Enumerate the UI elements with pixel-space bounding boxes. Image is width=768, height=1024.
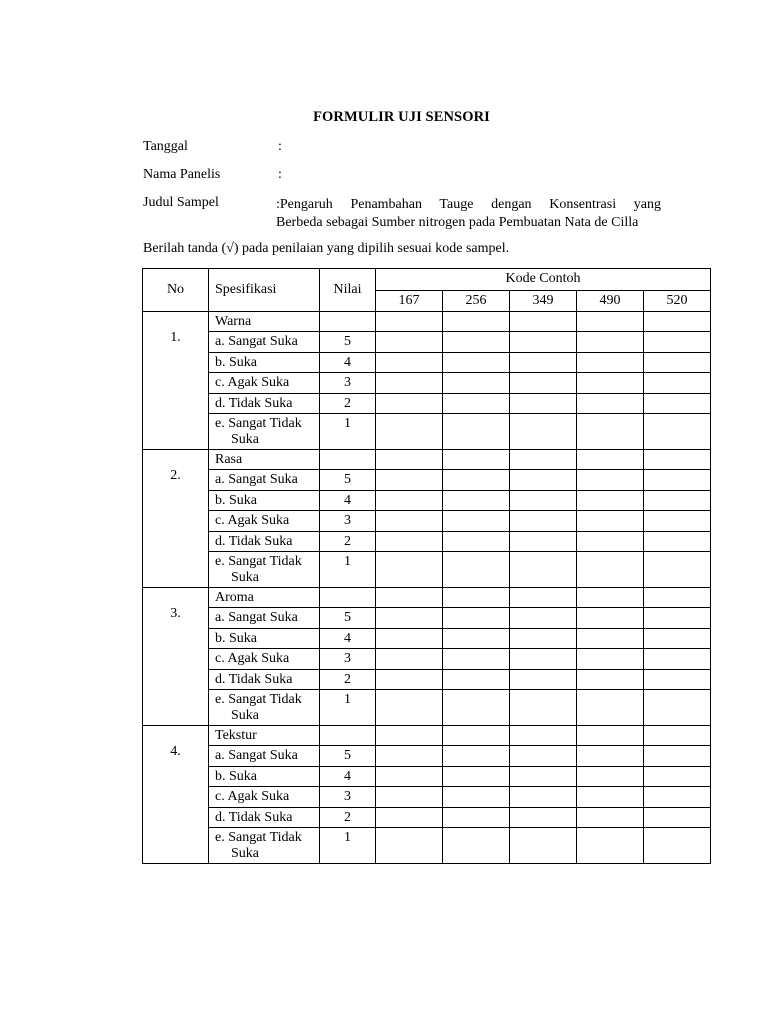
check-cell[interactable] [376, 373, 443, 394]
check-cell[interactable] [510, 373, 577, 394]
option-score: 1 [320, 552, 376, 588]
check-cell[interactable] [510, 670, 577, 690]
check-cell[interactable] [443, 608, 510, 629]
option-score: 2 [320, 532, 376, 552]
group-name: Tekstur [209, 726, 320, 746]
check-cell[interactable] [644, 690, 711, 726]
check-cell[interactable] [443, 470, 510, 491]
check-cell[interactable] [577, 394, 644, 414]
check-cell[interactable] [376, 552, 443, 588]
option-score: 1 [320, 828, 376, 864]
check-cell[interactable] [443, 532, 510, 552]
option-label-text: b. Suka [215, 630, 257, 646]
header-spec: Spesifikasi [209, 269, 320, 312]
check-cell[interactable] [510, 394, 577, 414]
check-cell[interactable] [376, 450, 443, 470]
option-label-text: d. Tidak Suka [215, 533, 293, 549]
group-number: 4. [143, 726, 209, 864]
nilai-empty-cell [320, 312, 376, 332]
group-number: 1. [143, 312, 209, 450]
check-cell[interactable] [443, 670, 510, 690]
check-cell[interactable] [376, 746, 443, 767]
option-label-text: d. Tidak Suka [215, 395, 293, 411]
option-score: 3 [320, 511, 376, 532]
header-code: 349 [510, 290, 577, 312]
check-cell[interactable] [376, 726, 443, 746]
check-cell[interactable] [577, 588, 644, 608]
check-cell[interactable] [644, 332, 711, 353]
table-row [143, 511, 711, 532]
table-row [143, 726, 711, 746]
group-number: 2. [143, 450, 209, 588]
field-value-tanggal: : [278, 139, 282, 154]
check-cell[interactable] [376, 608, 443, 629]
check-cell[interactable] [510, 690, 577, 726]
table-row [143, 808, 711, 828]
option-label-text: e. Sangat Tidak Suka [215, 830, 302, 861]
check-cell[interactable] [376, 767, 443, 787]
table-row [143, 608, 711, 629]
option-label [209, 690, 320, 726]
option-label-text: b. Suka [215, 768, 257, 784]
check-cell[interactable] [376, 532, 443, 552]
check-cell[interactable] [577, 808, 644, 828]
check-cell[interactable] [376, 394, 443, 414]
header-nilai: Nilai [320, 269, 376, 312]
check-cell[interactable] [443, 787, 510, 808]
table-row [143, 373, 711, 394]
nilai-empty-cell [320, 588, 376, 608]
option-label-text: e. Sangat Tidak Suka [215, 692, 302, 723]
check-cell[interactable] [443, 588, 510, 608]
table-row [143, 312, 711, 332]
option-score: 4 [320, 629, 376, 649]
check-cell[interactable] [443, 746, 510, 767]
option-label-text: e. Sangat Tidak Suka [215, 554, 302, 585]
option-score: 3 [320, 787, 376, 808]
check-cell[interactable] [510, 828, 577, 864]
check-cell[interactable] [644, 670, 711, 690]
header-kode-contoh: Kode Contoh [376, 269, 711, 291]
check-cell[interactable] [644, 532, 711, 552]
table-row [143, 394, 711, 414]
check-cell[interactable] [510, 470, 577, 491]
check-cell[interactable] [577, 312, 644, 332]
check-cell[interactable] [376, 629, 443, 649]
check-cell[interactable] [644, 394, 711, 414]
check-cell[interactable] [510, 629, 577, 649]
check-cell[interactable] [510, 450, 577, 470]
option-label [209, 608, 320, 629]
check-cell[interactable] [443, 312, 510, 332]
check-cell[interactable] [443, 394, 510, 414]
nilai-empty-cell [320, 450, 376, 470]
option-label [209, 787, 320, 808]
check-cell[interactable] [577, 511, 644, 532]
check-cell[interactable] [577, 470, 644, 491]
option-label-text: b. Suka [215, 354, 257, 370]
check-cell[interactable] [644, 828, 711, 864]
table-row [143, 353, 711, 373]
check-cell[interactable] [644, 649, 711, 670]
check-cell[interactable] [376, 414, 443, 450]
nilai-empty-cell [320, 726, 376, 746]
option-label [209, 353, 320, 373]
option-score: 5 [320, 746, 376, 767]
field-label-tanggal: Tanggal [143, 139, 188, 154]
check-cell[interactable] [577, 670, 644, 690]
option-label-text: a. Sangat Suka [215, 472, 298, 487]
table-row [143, 414, 711, 450]
check-cell[interactable] [644, 808, 711, 828]
field-value-nama-panelis: : [278, 167, 282, 182]
check-cell[interactable] [376, 808, 443, 828]
table-row [143, 670, 711, 690]
check-cell[interactable] [510, 746, 577, 767]
option-label [209, 828, 320, 864]
table-row [143, 649, 711, 670]
check-cell[interactable] [510, 414, 577, 450]
check-cell[interactable] [443, 726, 510, 746]
check-cell[interactable] [644, 491, 711, 511]
check-cell[interactable] [644, 767, 711, 787]
check-cell[interactable] [644, 552, 711, 588]
option-label-text: a. Sangat Suka [215, 334, 298, 349]
table-row [143, 767, 711, 787]
option-label-text: a. Sangat Suka [215, 748, 298, 763]
option-label-text: c. Agak Suka [215, 513, 290, 528]
option-label [209, 491, 320, 511]
option-label-text: c. Agak Suka [215, 651, 290, 666]
option-score: 3 [320, 649, 376, 670]
group-number: 3. [143, 588, 209, 726]
table-row [143, 588, 711, 608]
check-cell[interactable] [376, 353, 443, 373]
check-cell[interactable] [443, 353, 510, 373]
check-cell[interactable] [376, 690, 443, 726]
option-score: 2 [320, 394, 376, 414]
check-cell[interactable] [644, 787, 711, 808]
option-label [209, 470, 320, 491]
option-score: 1 [320, 414, 376, 450]
check-cell[interactable] [577, 373, 644, 394]
option-label-text: b. Suka [215, 492, 257, 508]
check-cell[interactable] [644, 726, 711, 746]
check-cell[interactable] [577, 726, 644, 746]
check-cell[interactable] [644, 629, 711, 649]
check-cell[interactable] [376, 649, 443, 670]
check-cell[interactable] [644, 470, 711, 491]
option-score: 4 [320, 491, 376, 511]
table-row [143, 552, 711, 588]
check-cell[interactable] [443, 552, 510, 588]
option-score: 5 [320, 608, 376, 629]
option-label [209, 511, 320, 532]
table-row [143, 787, 711, 808]
check-cell[interactable] [577, 353, 644, 373]
check-cell[interactable] [510, 491, 577, 511]
check-cell[interactable] [644, 312, 711, 332]
field-value-judul-sampel-line1: :Pengaruh Penambahan Tauge dengan Konsentrasi yang [276, 197, 661, 212]
option-label [209, 746, 320, 767]
option-label [209, 552, 320, 588]
check-cell[interactable] [644, 588, 711, 608]
check-cell[interactable] [443, 373, 510, 394]
check-cell[interactable] [510, 787, 577, 808]
check-cell[interactable] [510, 608, 577, 629]
table-row [143, 746, 711, 767]
field-value-judul-sampel-line2: Berbeda sebagai Sumber nitrogen pada Pembuatan Nata de Cilla [276, 215, 639, 230]
header-no: No [143, 269, 209, 312]
check-cell[interactable] [577, 629, 644, 649]
group-name: Rasa [209, 450, 320, 470]
table-row [143, 470, 711, 491]
check-cell[interactable] [644, 450, 711, 470]
check-cell[interactable] [443, 690, 510, 726]
check-cell[interactable] [376, 828, 443, 864]
check-cell[interactable] [577, 828, 644, 864]
form-title: FORMULIR UJI SENSORI [313, 109, 490, 125]
header-code: 167 [376, 290, 443, 312]
option-score: 2 [320, 808, 376, 828]
check-cell[interactable] [510, 808, 577, 828]
option-score: 5 [320, 470, 376, 491]
table-row [143, 491, 711, 511]
check-cell[interactable] [443, 332, 510, 353]
check-cell[interactable] [577, 767, 644, 787]
option-label-text: d. Tidak Suka [215, 809, 293, 825]
check-cell[interactable] [577, 332, 644, 353]
check-cell[interactable] [376, 312, 443, 332]
table-row [143, 690, 711, 726]
check-cell[interactable] [644, 608, 711, 629]
instruction-text: Berilah tanda (√) pada penilaian yang dipilih sesuai kode sampel. [143, 241, 510, 256]
header-code: 520 [644, 290, 711, 312]
table-row [143, 532, 711, 552]
check-cell[interactable] [577, 552, 644, 588]
option-label [209, 373, 320, 394]
option-label [209, 532, 320, 552]
option-label-text: c. Agak Suka [215, 789, 290, 804]
check-cell[interactable] [376, 670, 443, 690]
check-cell[interactable] [510, 767, 577, 787]
check-cell[interactable] [376, 511, 443, 532]
table-row [143, 332, 711, 353]
group-name: Warna [209, 312, 320, 332]
option-score: 4 [320, 767, 376, 787]
option-label [209, 629, 320, 649]
table-row [143, 828, 711, 864]
check-cell[interactable] [376, 332, 443, 353]
check-cell[interactable] [577, 746, 644, 767]
table-row [143, 629, 711, 649]
check-cell[interactable] [577, 532, 644, 552]
check-cell[interactable] [644, 414, 711, 450]
check-cell[interactable] [577, 414, 644, 450]
check-cell[interactable] [644, 746, 711, 767]
check-cell[interactable] [510, 511, 577, 532]
check-cell[interactable] [443, 491, 510, 511]
check-cell[interactable] [443, 414, 510, 450]
check-cell[interactable] [644, 373, 711, 394]
option-score: 2 [320, 670, 376, 690]
check-cell[interactable] [644, 511, 711, 532]
option-label [209, 767, 320, 787]
option-label [209, 670, 320, 690]
check-cell[interactable] [577, 450, 644, 470]
sensory-table [142, 268, 711, 864]
check-cell[interactable] [443, 511, 510, 532]
option-label-text: c. Agak Suka [215, 375, 290, 390]
check-cell[interactable] [577, 491, 644, 511]
check-cell[interactable] [443, 649, 510, 670]
option-label-text: e. Sangat Tidak Suka [215, 416, 302, 447]
check-cell[interactable] [376, 787, 443, 808]
option-score: 4 [320, 353, 376, 373]
check-cell[interactable] [443, 828, 510, 864]
check-cell[interactable] [577, 649, 644, 670]
check-cell[interactable] [443, 629, 510, 649]
option-label-text: d. Tidak Suka [215, 671, 293, 687]
check-cell[interactable] [577, 787, 644, 808]
header-code: 256 [443, 290, 510, 312]
check-cell[interactable] [443, 808, 510, 828]
check-cell[interactable] [577, 690, 644, 726]
check-cell[interactable] [376, 491, 443, 511]
check-cell[interactable] [510, 532, 577, 552]
check-cell[interactable] [376, 470, 443, 491]
check-cell[interactable] [510, 552, 577, 588]
field-label-nama-panelis: Nama Panelis [143, 167, 221, 182]
check-cell[interactable] [443, 450, 510, 470]
check-cell[interactable] [510, 332, 577, 353]
group-name: Aroma [209, 588, 320, 608]
check-cell[interactable] [510, 649, 577, 670]
option-label-text: a. Sangat Suka [215, 610, 298, 625]
option-label [209, 808, 320, 828]
field-label-judul-sampel: Judul Sampel [143, 195, 219, 210]
check-cell[interactable] [510, 726, 577, 746]
option-score: 1 [320, 690, 376, 726]
header-code: 490 [577, 290, 644, 312]
option-label [209, 332, 320, 353]
check-cell[interactable] [644, 353, 711, 373]
check-cell[interactable] [443, 767, 510, 787]
check-cell[interactable] [577, 608, 644, 629]
option-label [209, 394, 320, 414]
option-score: 5 [320, 332, 376, 353]
option-score: 3 [320, 373, 376, 394]
option-label [209, 649, 320, 670]
check-cell[interactable] [510, 353, 577, 373]
check-cell[interactable] [376, 588, 443, 608]
table-row [143, 450, 711, 470]
check-cell[interactable] [510, 588, 577, 608]
header-row [143, 269, 711, 291]
check-cell[interactable] [510, 312, 577, 332]
option-label [209, 414, 320, 450]
